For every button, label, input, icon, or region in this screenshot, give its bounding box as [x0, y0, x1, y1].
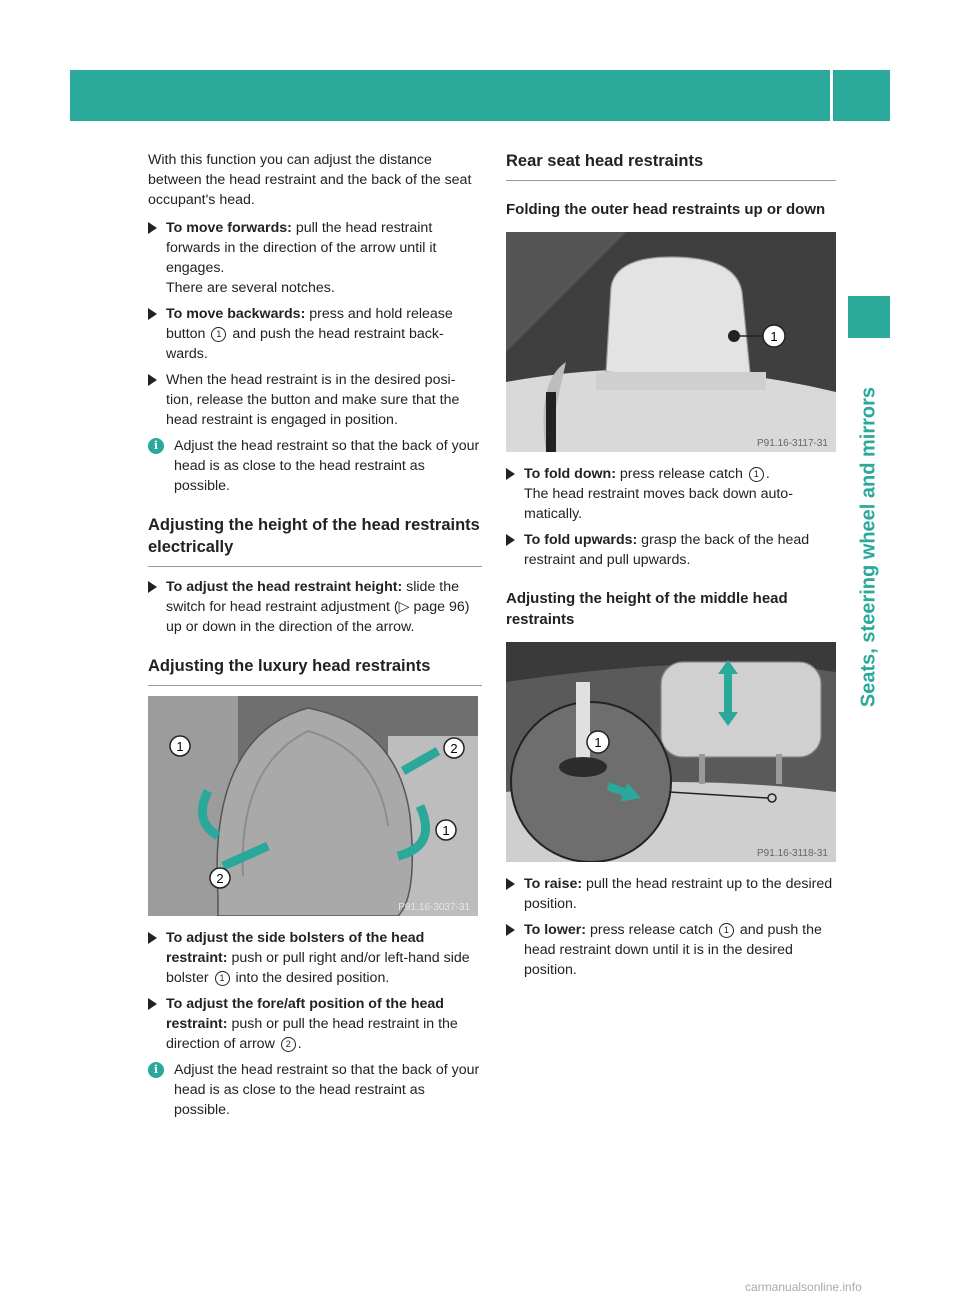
heading-folding: Folding the outer head restraints up or down: [506, 201, 826, 218]
arrow-bullet-icon: [506, 534, 515, 546]
step-note: There are several notches.: [166, 280, 335, 296]
step-lower: To lower: press release catch 1 and push the head restraint down until it is in the desired position.: [506, 920, 836, 980]
step-fore-aft: To adjust the fore/aft position of the head restraint: push or pull the head restraint in the direction of arrow 2 .: [148, 994, 482, 1054]
callout-ref: 2: [281, 1037, 296, 1052]
step-fold-up: To fold upwards: grasp the back of the head restraint and pull upwards.: [506, 530, 836, 570]
heading-rear: Rear seat head restraints: [506, 150, 836, 181]
callout-ref: 1: [719, 923, 734, 938]
arrow-bullet-icon: [148, 308, 157, 320]
step-note: The head restraint moves back down auto-matically.: [524, 486, 793, 522]
figure-fold-head-restraint: [506, 232, 836, 452]
figure-code: P91.16-3037-31: [398, 902, 470, 913]
middle-head-restraint-illustration: [506, 642, 836, 862]
info-icon: i: [148, 1062, 164, 1078]
figure-code: P91.16-3117-31: [757, 438, 828, 449]
info-icon: i: [148, 438, 164, 454]
left-column: [148, 150, 482, 1128]
chapter-title: Seats, steering wheel and mirrors: [857, 386, 880, 708]
arrow-bullet-icon: [148, 932, 157, 944]
page-number: 97: [775, 18, 799, 41]
arrow-bullet-icon: [506, 924, 515, 936]
fold-head-restraint-illustration: [506, 232, 836, 452]
fig-callout-3: 1: [442, 823, 450, 838]
callout-ref: 1: [211, 327, 226, 342]
figure-code: P91.16-3118-31: [757, 848, 828, 859]
fig-callout-2: 2: [216, 871, 224, 886]
chapter-tab: [848, 352, 890, 742]
arrow-bullet-icon: [148, 374, 157, 386]
heading-middle: Adjusting the height of the middle head restraints: [506, 590, 788, 628]
callout-ref: 1: [749, 467, 764, 482]
header-separator: [830, 70, 833, 121]
arrow-bullet-icon: [148, 581, 157, 593]
arrow-bullet-icon: [506, 468, 515, 480]
intro-paragraph: With this function you can adjust the distance between the head restraint and the back of the seat occupant's head.: [148, 152, 472, 208]
heading-electric: Adjusting the height of the head restraints electrically: [148, 514, 482, 567]
callout-ref: 1: [215, 971, 230, 986]
heading-luxury: Adjusting the luxury head restraints: [148, 655, 482, 686]
step-fold-down: To fold down: press release catch 1 . The head restraint moves back down auto-matically.: [506, 464, 836, 524]
info-note: i Adjust the head restraint so that the back of your head is as close to the head restraint as possible.: [148, 436, 482, 496]
step-adjust-height: To adjust the head restraint height: slide the switch for head restraint adjustment (▷ page 96) up or down in the direction of the arrow.: [148, 577, 482, 637]
fig-callout-4: 2: [450, 741, 458, 756]
step-release-button: When the head restraint is in the desired posi-tion, release the button and make sure that the head restraint is engaged in position.: [148, 370, 482, 430]
watermark[interactable]: carmanualsonline.info: [745, 1280, 862, 1294]
chapter-marker: [848, 296, 890, 338]
fig-callout-1: 1: [594, 735, 602, 750]
step-raise: To raise: pull the head restraint up to the desired position.: [506, 874, 836, 914]
arrow-bullet-icon: [148, 998, 157, 1010]
info-note: i Adjust the head restraint so that the back of your head is as close to the head restraint as possible.: [148, 1060, 482, 1120]
step-move-backwards: To move backwards: press and hold release button 1 and push the head restraint back-wards.: [148, 304, 482, 364]
arrow-bullet-icon: [148, 222, 157, 234]
figure-luxury-head-restraint: [148, 696, 478, 916]
fig-callout-1: 1: [176, 739, 184, 754]
section-title: Seats: [833, 18, 890, 41]
step-move-forwards: To move forwards: pull the head restraint forwards in the direction of the arrow until it engages. There are several notches.: [148, 218, 482, 298]
header-bar: [70, 70, 890, 121]
step-side-bolsters: To adjust the side bolsters of the head restraint: push or pull right and/or left-hand side bolster 1 into the desired position.: [148, 928, 482, 988]
arrow-bullet-icon: [506, 878, 515, 890]
right-column: [506, 150, 836, 986]
fig-callout-1: 1: [770, 329, 778, 344]
figure-middle-head-restraint: [506, 642, 836, 862]
luxury-head-restraint-illustration: [148, 696, 478, 916]
